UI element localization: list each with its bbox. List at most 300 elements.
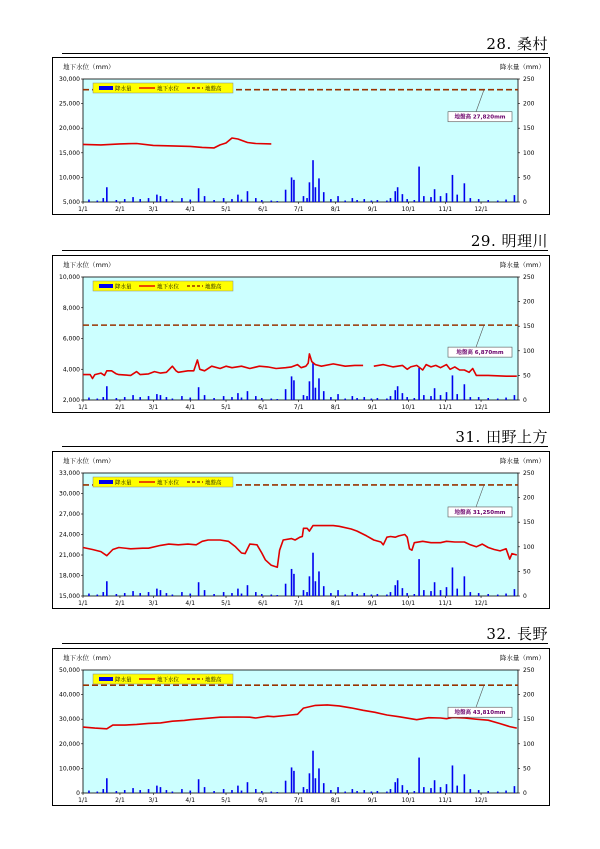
legend-ground-label: 地盤高 <box>205 677 222 684</box>
rain-bar <box>223 396 225 400</box>
rain-bar <box>514 589 516 596</box>
rain-bar <box>318 768 320 793</box>
rain-bar <box>394 191 396 202</box>
legend-gw-label: 地下水位 <box>157 480 180 487</box>
rain-bar <box>440 590 442 596</box>
rain-bar <box>344 201 346 202</box>
x-tick-label: 5/1 <box>221 600 231 607</box>
rain-bar <box>148 198 150 202</box>
chart-title-nagano: 32. 長野 <box>486 625 548 643</box>
legend-rain-swatch <box>99 86 113 90</box>
rain-bar <box>160 590 162 596</box>
x-tick-label: 2/1 <box>115 797 125 804</box>
rain-bar <box>97 595 99 596</box>
title-rule <box>62 643 548 644</box>
rain-bar <box>356 200 358 202</box>
y-right-title: 降水量（mm） <box>499 654 545 662</box>
x-tick-label: 8/1 <box>330 600 341 607</box>
rain-bar <box>88 398 90 400</box>
rain-bar <box>418 368 420 400</box>
x-tick-label: 9/1 <box>367 797 378 804</box>
y-left-tick: 21,000 <box>59 552 80 559</box>
rain-bar <box>116 791 118 793</box>
y-left-tick: 6,000 <box>62 335 80 343</box>
rain-bar <box>231 397 233 400</box>
x-tick-label: 9/1 <box>367 600 378 607</box>
rain-bar <box>406 790 408 793</box>
rain-bar <box>318 571 320 596</box>
rain-bar <box>271 399 273 400</box>
y-left-tick: 18,000 <box>59 572 80 580</box>
rain-bar <box>156 786 158 793</box>
rain-bar <box>356 398 358 400</box>
rain-bar <box>198 387 200 400</box>
y-left-tick: 10,000 <box>59 174 80 182</box>
legend-rain-swatch <box>99 480 113 484</box>
rain-bar <box>386 595 388 596</box>
y-right-tick: 150 <box>523 716 535 724</box>
chart-meirigawa <box>52 255 550 413</box>
rain-bar <box>497 595 499 596</box>
rain-bar <box>237 786 239 793</box>
rain-bar <box>363 397 365 400</box>
legend-rain-swatch <box>99 284 113 288</box>
chart-title-tanokamikata: 31. 田野上方 <box>455 428 548 446</box>
rain-bar <box>430 591 432 596</box>
rain-bar <box>377 398 379 400</box>
rain-bar <box>261 398 263 400</box>
rain-bar <box>306 592 308 596</box>
y-right-title: 降水量（mm） <box>499 63 545 71</box>
rain-bar <box>337 196 339 202</box>
legend-rain-label: 降水量 <box>115 480 132 487</box>
y-left-tick: 15,000 <box>59 593 80 600</box>
rain-bar <box>198 188 200 202</box>
y-left-tick: 30,000 <box>59 716 80 724</box>
y-right-tick: 150 <box>523 519 535 527</box>
rain-bar <box>132 591 134 596</box>
legend-gw-label: 地下水位 <box>157 677 180 684</box>
chart-svg <box>53 256 549 412</box>
rain-bar <box>330 397 332 400</box>
y-right-tick: 250 <box>523 274 535 281</box>
y-right-tick: 50 <box>523 372 531 380</box>
y-left-tick: 2,000 <box>62 397 80 404</box>
rain-bar <box>156 394 158 400</box>
rain-bar <box>352 396 354 400</box>
y-right-tick: 200 <box>523 100 535 108</box>
rain-bar <box>423 590 425 596</box>
rain-bar <box>303 395 305 400</box>
rain-bar <box>106 581 108 596</box>
rain-bar <box>478 397 480 400</box>
rain-bar <box>261 791 263 793</box>
rain-bar <box>291 569 293 596</box>
rain-bar <box>241 791 243 793</box>
rain-bar <box>418 758 420 793</box>
rain-bar <box>323 586 325 596</box>
rain-bar <box>414 200 416 202</box>
x-tick-label: 5/1 <box>221 797 231 804</box>
rain-bar <box>204 196 206 202</box>
rain-bar <box>306 198 308 202</box>
rain-bar <box>204 395 206 400</box>
rain-bar <box>323 783 325 793</box>
rain-bar <box>318 378 320 400</box>
rain-bar <box>213 398 215 400</box>
rain-bar <box>315 187 317 202</box>
rain-bar <box>148 592 150 596</box>
y-right-tick: 100 <box>523 543 535 551</box>
rain-bar <box>160 787 162 793</box>
rain-bar <box>356 791 358 793</box>
rain-bar <box>189 200 191 202</box>
rain-bar <box>352 198 354 202</box>
rain-bar <box>478 593 480 596</box>
chart-title-meirigawa: 29. 明理川 <box>470 232 548 250</box>
rain-bar <box>271 201 273 202</box>
legend-gw-label: 地下水位 <box>157 86 180 93</box>
rain-bar <box>344 792 346 793</box>
rain-bar <box>312 160 314 202</box>
rain-bar <box>189 594 191 596</box>
x-tick-label: 3/1 <box>148 404 159 411</box>
rain-bar <box>237 393 239 400</box>
rain-bar <box>132 197 134 202</box>
x-tick-label: 4/1 <box>185 600 196 607</box>
rain-bar <box>470 397 472 400</box>
y-left-tick: 30,000 <box>59 76 80 83</box>
rain-bar <box>315 581 317 596</box>
rain-bar <box>181 396 183 400</box>
rain-bar <box>261 200 263 202</box>
y-right-tick: 0 <box>523 397 527 404</box>
rain-bar <box>172 201 174 202</box>
rain-bar <box>505 398 507 400</box>
rain-bar <box>271 792 273 793</box>
y-right-tick: 100 <box>523 149 535 157</box>
x-tick-label: 7/1 <box>293 206 304 213</box>
rain-bar <box>189 398 191 400</box>
legend-rain-label: 降水量 <box>115 86 132 93</box>
rain-bar <box>377 594 379 596</box>
legend-rain-label: 降水量 <box>115 677 132 684</box>
rain-bar <box>172 399 174 400</box>
rain-bar <box>116 594 118 596</box>
title-rule <box>62 250 548 251</box>
rain-bar <box>430 788 432 793</box>
rain-bar <box>106 187 108 202</box>
chart-title-kuwamura: 28. 桑村 <box>486 35 548 53</box>
y-left-tick: 25,000 <box>59 100 80 108</box>
rain-bar <box>223 198 225 202</box>
rain-bar <box>285 781 287 793</box>
y-left-title: 地下水位（mm） <box>63 261 115 269</box>
rain-bar <box>371 792 373 793</box>
callout-label: 地盤高 31,250mm <box>454 509 506 516</box>
y-left-tick: 20,000 <box>59 740 80 748</box>
y-right-tick: 0 <box>523 790 527 797</box>
y-right-tick: 50 <box>523 568 531 576</box>
rain-bar <box>514 395 516 400</box>
rain-bar <box>102 198 104 202</box>
rain-bar <box>231 790 233 793</box>
rain-bar <box>363 199 365 202</box>
title-rule <box>62 446 548 447</box>
x-tick-label: 9/1 <box>367 206 378 213</box>
rain-bar <box>181 789 183 793</box>
rain-bar <box>386 399 388 400</box>
rain-bar <box>315 778 317 793</box>
rain-bar <box>344 595 346 596</box>
x-tick-label: 4/1 <box>185 797 196 804</box>
rain-bar <box>423 395 425 400</box>
rain-bar <box>293 180 295 202</box>
rain-bar <box>306 396 308 400</box>
rain-bar <box>241 594 243 596</box>
rain-bar <box>446 784 448 793</box>
x-tick-label: 12/1 <box>474 797 488 804</box>
rain-bar <box>293 771 295 793</box>
rain-bar <box>102 397 104 400</box>
y-right-tick: 150 <box>523 125 535 133</box>
rain-bar <box>276 595 278 596</box>
x-tick-label: 8/1 <box>330 797 341 804</box>
x-tick-label: 5/1 <box>221 206 231 213</box>
x-tick-label: 1/1 <box>78 404 88 411</box>
rain-bar <box>132 788 134 793</box>
y-right-tick: 50 <box>523 174 531 182</box>
rain-bar <box>464 384 466 400</box>
rain-bar <box>377 200 379 202</box>
x-tick-label: 6/1 <box>258 404 268 411</box>
rain-bar <box>106 778 108 793</box>
rain-bar <box>303 590 305 596</box>
x-tick-label: 12/1 <box>474 206 488 213</box>
rain-bar <box>487 791 489 793</box>
x-tick-label: 10/1 <box>401 206 416 213</box>
rain-bar <box>166 199 168 202</box>
rain-bar <box>97 792 99 793</box>
rain-bar <box>344 399 346 400</box>
rain-bar <box>505 594 507 596</box>
y-right-title: 降水量（mm） <box>499 261 545 269</box>
x-tick-label: 11/1 <box>438 600 453 607</box>
rain-bar <box>97 201 99 202</box>
y-left-tick: 27,000 <box>59 511 80 518</box>
rain-bar <box>261 594 263 596</box>
y-right-tick: 200 <box>523 691 535 699</box>
x-tick-label: 4/1 <box>185 404 196 411</box>
x-tick-label: 11/1 <box>438 797 453 804</box>
rain-bar <box>497 399 499 400</box>
y-left-title: 地下水位（mm） <box>63 63 115 71</box>
rain-bar <box>337 590 339 596</box>
rain-bar <box>402 194 404 202</box>
rain-bar <box>231 593 233 596</box>
rain-bar <box>148 396 150 400</box>
rain-bar <box>315 388 317 400</box>
rain-bar <box>446 587 448 596</box>
rain-bar <box>386 792 388 793</box>
rain-bar <box>456 394 458 400</box>
rain-bar <box>464 774 466 793</box>
rain-bar <box>430 396 432 400</box>
rain-bar <box>337 394 339 400</box>
rain-bar <box>318 178 320 202</box>
rain-bar <box>132 395 134 400</box>
rain-bar <box>139 199 141 202</box>
rain-bar <box>402 588 404 596</box>
chart-nagano <box>52 648 550 806</box>
rain-bar <box>160 395 162 400</box>
rain-bar <box>247 782 249 793</box>
rain-bar <box>97 399 99 400</box>
rain-bar <box>434 189 436 202</box>
rain-bar <box>478 199 480 202</box>
rain-bar <box>397 187 399 202</box>
rain-bar <box>172 792 174 793</box>
rain-bar <box>309 576 311 596</box>
y-right-tick: 0 <box>523 593 527 600</box>
y-left-tick: 0 <box>76 790 80 797</box>
rain-bar <box>306 789 308 793</box>
x-tick-label: 1/1 <box>78 797 88 804</box>
rain-bar <box>434 582 436 596</box>
rain-bar <box>204 590 206 596</box>
rain-bar <box>456 786 458 793</box>
rain-bar <box>166 397 168 400</box>
rain-bar <box>102 592 104 596</box>
y-right-tick: 100 <box>523 740 535 748</box>
rain-bar <box>124 593 126 596</box>
rain-bar <box>139 790 141 793</box>
y-left-tick: 20,000 <box>59 125 80 133</box>
rain-bar <box>497 201 499 202</box>
x-tick-label: 1/1 <box>78 206 88 213</box>
y-left-title: 地下水位（mm） <box>63 654 115 662</box>
y-right-tick: 0 <box>523 199 527 206</box>
rain-bar <box>323 192 325 202</box>
rain-bar <box>414 398 416 400</box>
y-left-tick: 50,000 <box>59 667 80 674</box>
rain-bar <box>285 389 287 400</box>
y-left-tick: 5,000 <box>62 199 80 206</box>
rain-bar <box>414 594 416 596</box>
rain-bar <box>241 398 243 400</box>
legend-rain-label: 降水量 <box>115 284 132 291</box>
rain-bar <box>124 397 126 400</box>
rain-bar <box>247 191 249 202</box>
y-left-tick: 10,000 <box>59 765 80 773</box>
rain-bar <box>124 199 126 202</box>
rain-bar <box>505 791 507 793</box>
x-tick-label: 7/1 <box>293 404 304 411</box>
rain-bar <box>402 393 404 400</box>
rain-bar <box>423 196 425 202</box>
rain-bar <box>356 594 358 596</box>
rain-bar <box>231 199 233 202</box>
x-tick-label: 6/1 <box>258 206 268 213</box>
rain-bar <box>247 391 249 400</box>
rain-bar <box>303 787 305 793</box>
rain-bar <box>414 791 416 793</box>
rain-bar <box>102 789 104 793</box>
rain-bar <box>337 787 339 793</box>
rain-bar <box>223 592 225 596</box>
rain-bar <box>255 592 257 596</box>
rain-bar <box>223 789 225 793</box>
rain-bar <box>397 386 399 400</box>
rain-bar <box>352 592 354 596</box>
rain-bar <box>247 585 249 596</box>
rain-bar <box>452 375 454 400</box>
rain-bar <box>478 790 480 793</box>
x-tick-label: 9/1 <box>367 404 378 411</box>
rain-bar <box>464 576 466 596</box>
rain-bar <box>88 200 90 202</box>
x-tick-label: 10/1 <box>401 797 416 804</box>
rain-bar <box>285 190 287 202</box>
y-left-tick: 4,000 <box>62 366 80 374</box>
rain-bar <box>271 595 273 596</box>
x-tick-label: 7/1 <box>293 600 304 607</box>
x-tick-label: 8/1 <box>330 206 341 213</box>
y-right-tick: 200 <box>523 298 535 306</box>
rain-bar <box>106 386 108 400</box>
rain-bar <box>276 399 278 400</box>
y-left-tick: 24,000 <box>59 531 80 539</box>
x-tick-label: 4/1 <box>185 206 196 213</box>
rain-bar <box>166 790 168 793</box>
rain-bar <box>497 792 499 793</box>
rain-bar <box>116 200 118 202</box>
x-tick-label: 6/1 <box>258 797 268 804</box>
rain-bar <box>255 396 257 400</box>
rain-bar <box>440 787 442 793</box>
rain-bar <box>487 594 489 596</box>
rain-bar <box>303 196 305 202</box>
y-right-tick: 200 <box>523 494 535 502</box>
y-right-tick: 250 <box>523 667 535 674</box>
rain-bar <box>418 167 420 202</box>
rain-bar <box>464 183 466 202</box>
rain-bar <box>402 785 404 793</box>
chart-svg <box>53 452 549 608</box>
rain-bar <box>276 792 278 793</box>
rain-bar <box>189 791 191 793</box>
x-tick-label: 1/1 <box>78 600 88 607</box>
x-tick-label: 10/1 <box>401 600 416 607</box>
y-left-tick: 40,000 <box>59 691 80 699</box>
rain-bar <box>309 381 311 400</box>
rain-bar <box>377 791 379 793</box>
y-left-tick: 33,000 <box>59 470 80 477</box>
rain-bar <box>394 782 396 793</box>
y-right-tick: 150 <box>523 323 535 331</box>
rain-bar <box>505 200 507 202</box>
rain-bar <box>446 193 448 202</box>
rain-bar <box>440 196 442 202</box>
x-tick-label: 5/1 <box>221 404 231 411</box>
rain-bar <box>255 198 257 202</box>
y-left-tick: 15,000 <box>59 149 80 157</box>
callout-label: 地盤高 27,820mm <box>454 114 506 121</box>
rain-bar <box>456 195 458 202</box>
rain-bar <box>390 592 392 596</box>
rain-bar <box>88 791 90 793</box>
rain-bar <box>293 380 295 400</box>
